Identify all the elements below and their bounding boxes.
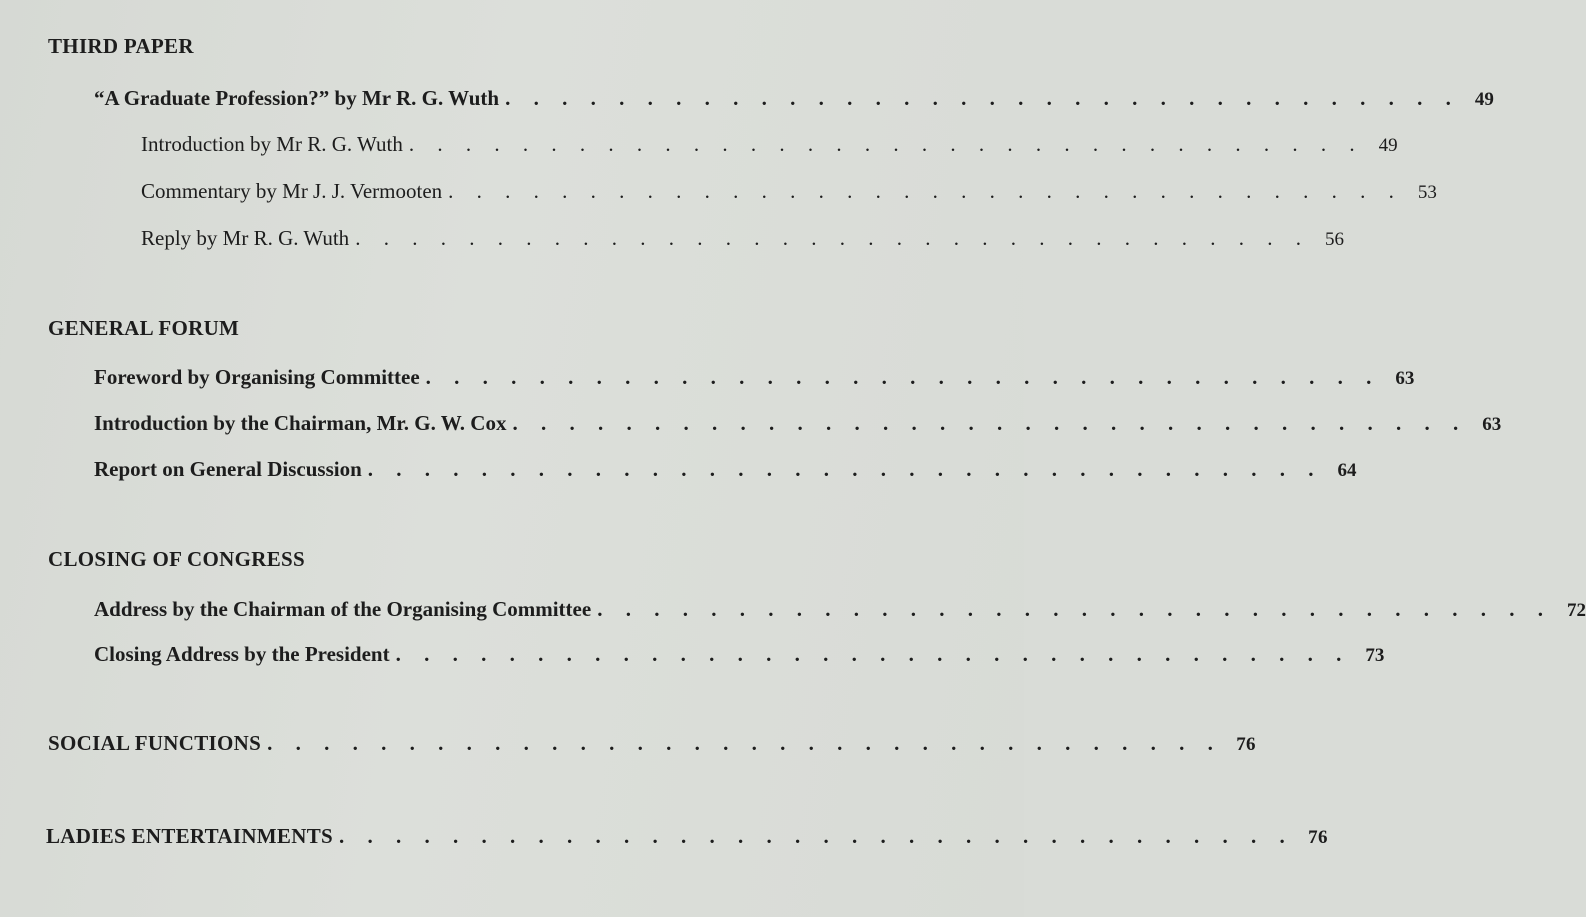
dot-leader: . . . . . . . . . . . . . . . . . . . . . . . . . . . . . . . . . . bbox=[448, 179, 1403, 203]
toc-page-number: 63 bbox=[1395, 368, 1415, 389]
toc-entry-title: Report on General Discussion bbox=[94, 457, 362, 481]
toc-entry bbox=[94, 86, 1494, 112]
toc-entry bbox=[141, 226, 1344, 252]
section-heading-closing-of-congress: CLOSING OF CONGRESS bbox=[48, 547, 305, 571]
toc-entry-title: Closing Address by the President bbox=[94, 642, 390, 666]
toc-page-number: 53 bbox=[1417, 182, 1437, 203]
toc-page-number: 72 bbox=[1566, 600, 1586, 621]
dot-leader: . . . . . . . . . . . . . . . . . . . . . . . . . . . . . . . . . . bbox=[395, 642, 1351, 666]
dot-leader: . . . . . . . . . . . . . . . . . . . . . . . . . . . . . . . . . . bbox=[267, 731, 1222, 755]
toc-entry-title: Address by the Chairman of the Organising Committee bbox=[94, 597, 592, 621]
dot-leader: . . . . . . . . . . . . . . . . . . . . . . . . . . . . . . . . . . bbox=[512, 411, 1468, 435]
toc-entry bbox=[94, 411, 1502, 437]
dot-leader: . . . . . . . . . . . . . . . . . . . . . . . . . . . . . . . . . . bbox=[597, 597, 1552, 621]
toc-page-number: 49 bbox=[1378, 135, 1398, 156]
toc-entry-title: “A Graduate Profession?” by Mr R. G. Wuth bbox=[94, 86, 500, 110]
toc-entry bbox=[94, 457, 1357, 483]
toc-entry bbox=[94, 642, 1385, 668]
toc-entry-title: Foreword by Organising Committee bbox=[94, 365, 420, 389]
toc-page-number: 56 bbox=[1324, 229, 1344, 250]
toc-page-number: 76 bbox=[1236, 734, 1256, 755]
section-heading-social-functions: SOCIAL FUNCTIONS . . . . . . . . . . . . . . . . . . . . . . . . . . . . . . . . . . 76 bbox=[48, 731, 1256, 755]
toc-entry-title: Reply by Mr R. G. Wuth bbox=[141, 226, 350, 250]
dot-leader: . . . . . . . . . . . . . . . . . . . . . . . . . . . . . . . . . . bbox=[425, 365, 1381, 389]
section-heading-ladies-entertainments: LADIES ENTERTAINMENTS . . . . . . . . . . . . . . . . . . . . . . . . . . . . . . . . . . 76 bbox=[46, 824, 1328, 848]
toc-entry-title: Commentary by Mr J. J. Vermooten bbox=[141, 179, 443, 203]
toc-entry bbox=[94, 365, 1415, 391]
section-heading-general-forum: GENERAL FORUM bbox=[48, 316, 240, 340]
dot-leader: . . . . . . . . . . . . . . . . . . . . . . . . . . . . . . . . . . bbox=[355, 226, 1310, 250]
dot-leader: . . . . . . . . . . . . . . . . . . . . . . . . . . . . . . . . . . bbox=[339, 824, 1294, 848]
dot-leader: . . . . . . . . . . . . . . . . . . . . . . . . . . . . . . . . . . bbox=[408, 132, 1364, 156]
toc-entry bbox=[94, 597, 1586, 623]
toc-entry-title: Introduction by Mr R. G. Wuth bbox=[141, 132, 403, 156]
toc-entry bbox=[141, 179, 1437, 205]
toc-page-number: 76 bbox=[1308, 827, 1328, 848]
toc-page-number: 73 bbox=[1365, 645, 1385, 666]
toc-entry bbox=[141, 132, 1398, 158]
section-heading-third-paper: THIRD PAPER bbox=[48, 34, 194, 58]
toc-entry-title: Introduction by the Chairman, Mr. G. W. Cox bbox=[94, 411, 507, 435]
toc-page-number: 49 bbox=[1474, 89, 1494, 110]
dot-leader: . . . . . . . . . . . . . . . . . . . . . . . . . . . . . . . . . . bbox=[505, 86, 1460, 110]
toc-page-number: 63 bbox=[1482, 414, 1502, 435]
dot-leader: . . . . . . . . . . . . . . . . . . . . . . . . . . . . . . . . . . bbox=[367, 457, 1323, 481]
toc-page-number: 64 bbox=[1337, 460, 1357, 481]
